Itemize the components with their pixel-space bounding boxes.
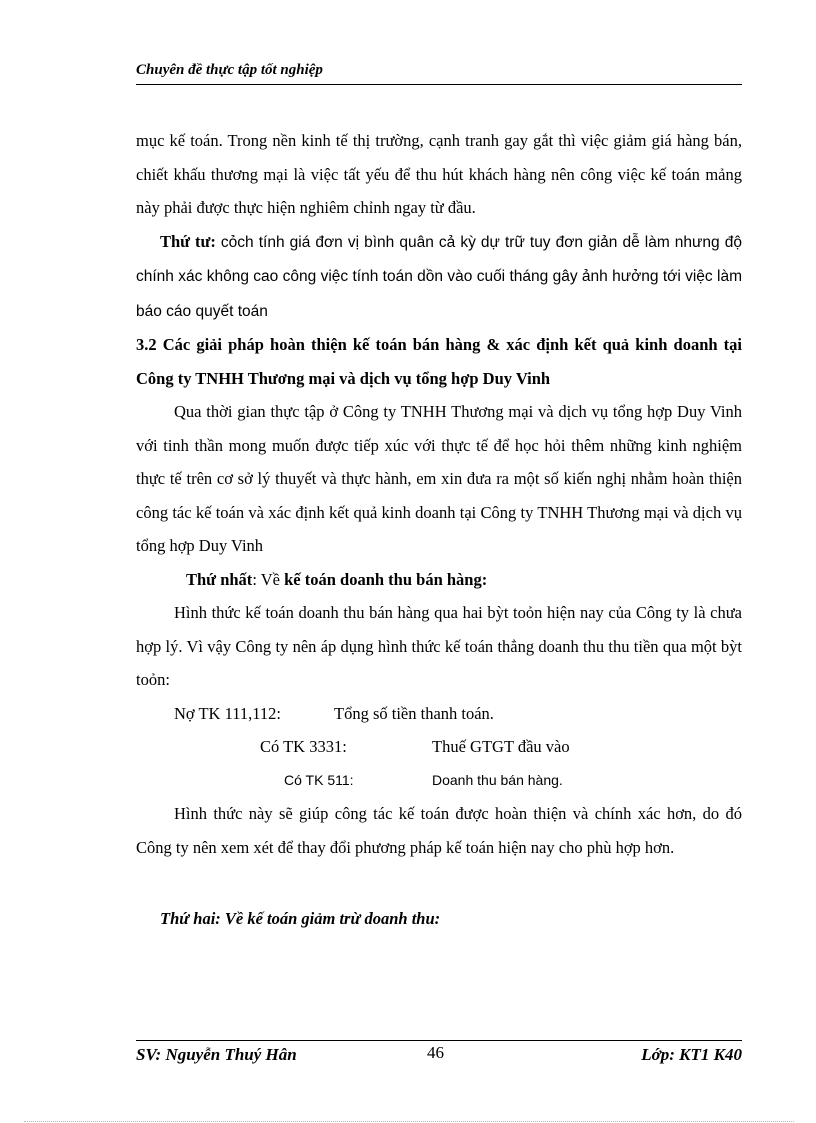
debit-account: Nợ TK 111,112: — [174, 703, 281, 723]
paragraph — [136, 225, 742, 329]
journal-entry-credit-vat — [136, 730, 742, 764]
page-number: 46 — [427, 1043, 444, 1062]
credit-vat-description: Thuế GTGT đầu vào — [432, 737, 570, 756]
paragraph: Qua thời gian thực tập ở Công ty TNHH Thương mại và dịch vụ tổng hợp Duy Vinh với tinh thần mong muốn được tiếp xúc với thực tế để học hỏi thêm những kinh nghiệm thực tế trên cơ sở lý thuyết và thực hành, em xin đưa ra một số kiến nghị nhằm hoàn thiện công tác kế toán và xác định kết quả kinh doanh tại Công ty TNHH Thương mại và dịch vụ tổng hợp Duy Vinh — [136, 402, 742, 555]
spacer — [136, 864, 742, 902]
sub-heading: Thứ hai: Về kế toán giảm trừ doanh thu: — [160, 909, 441, 928]
page-edge-divider — [24, 1121, 794, 1122]
credit-revenue-account: Có TK 511: — [284, 771, 354, 788]
first-colon: : Về — [252, 569, 285, 589]
credit-revenue-description: Doanh thu bán hàng. — [432, 771, 563, 788]
first-heading: kế toán doanh thu bán hàng: — [284, 569, 488, 589]
paragraph — [136, 563, 742, 597]
credit-vat-account: Có TK 3331: — [260, 737, 347, 756]
journal-entry-debit — [136, 697, 742, 731]
paragraph-label: Thứ tư: — [160, 231, 216, 251]
header-title: Chuyên đề thực tập tốt nghiệp — [136, 62, 323, 78]
page-header — [136, 62, 742, 85]
paragraph: Hình thức này sẽ giúp công tác kế toán được hoàn thiện và chính xác hơn, do đó Công ty nên xem xét để thay đổi phương pháp kế toán hiện nay cho phù hợp hơn. — [136, 804, 742, 857]
class-label: Lớp: KT1 K40 — [641, 1045, 742, 1064]
journal-entry-credit-revenue — [136, 764, 742, 798]
page-footer — [136, 1040, 742, 1071]
paragraph-text: cỏch tính giá đơn vị bình quân cả kỳ dự trữ tuy đơn giản dễ làm nhưng độ chính xác không cao công việc tính toán dồn vào cuối tháng gây ảnh hưởng tới việc làm báo cáo quyết toán — [136, 233, 742, 320]
section-heading: 3.2 Các giải pháp hoàn thiện kế toán bán hàng & xác định kết quả kinh doanh tại Công ty TNHH Thương mại và dịch vụ tổng hợp Duy Vinh — [136, 335, 742, 388]
first-label: Thứ nhất — [186, 569, 253, 589]
paragraph: Hình thức kế toán doanh thu bán hàng qua hai bỳt toỏn hiện nay của Công ty là chưa hợp lý. Vì vậy Công ty nên áp dụng hình thức kế toán thẳng doanh thu thu tiền qua một bỳt toỏn: — [136, 603, 742, 689]
document-body — [136, 124, 742, 936]
debit-description: Tổng số tiền thanh toán. — [334, 703, 494, 723]
student-name: SV: Nguyễn Thuý Hân — [136, 1045, 297, 1064]
paragraph: mục kế toán. Trong nền kinh tế thị trường, cạnh tranh gay gắt thì việc giảm giá hàng bán, chiết khấu thương mại là việc tất yếu để thu hút khách hàng nên công việc kế toán mảng này phải được thực hiện nghiêm chỉnh ngay từ đầu. — [136, 131, 742, 217]
